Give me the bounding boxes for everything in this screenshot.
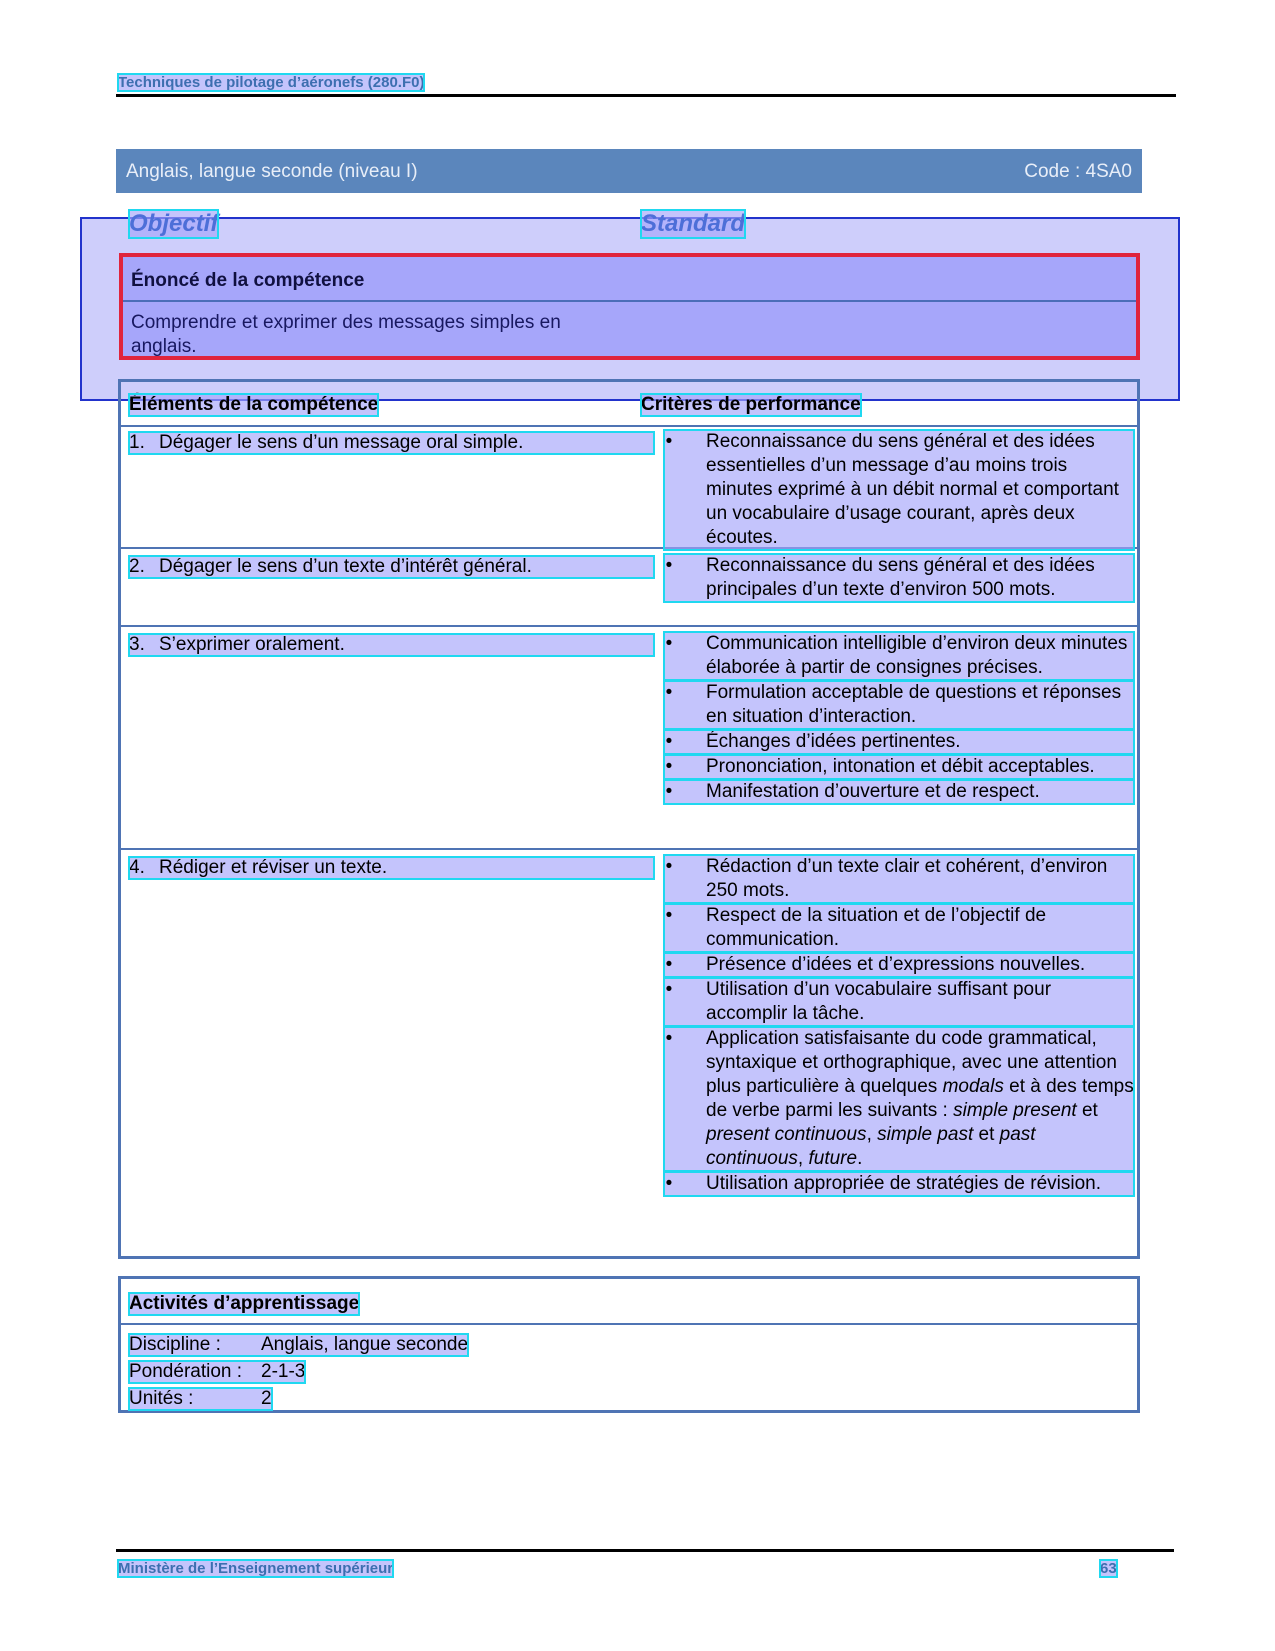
footer-rule: [116, 1549, 1174, 1552]
competence-table: [118, 379, 1140, 1259]
bullet-icon: •: [665, 555, 673, 576]
element-number: 4.: [129, 857, 145, 878]
unites-label: Unités :: [129, 1388, 194, 1409]
bullet-icon: •: [665, 856, 673, 877]
criterion: • Utilisation appropriée de stratégies de révision.: [664, 1172, 1134, 1196]
page-number: 63: [1100, 1560, 1117, 1577]
criterion: • Reconnaissance du sens général et des idées essentielles d’un message d’au moins trois minutes exprimé à un débit normal et comportant un vocabulaire d’usage courant, après deux écoutes.: [664, 430, 1134, 550]
divider: [123, 300, 1136, 302]
bullet-icon: •: [665, 905, 673, 926]
table-row: [121, 425, 1137, 549]
criterion: • Échanges d’idées pertinentes.: [664, 730, 1134, 754]
element-number: 3.: [129, 634, 145, 655]
enonce-text: Comprendre et exprimer des messages simples en anglais.: [131, 312, 561, 357]
column-header-elements: Éléments de la compétence: [129, 394, 379, 415]
discipline-value: Anglais, langue seconde: [261, 1334, 469, 1355]
heading-standard: Standard: [641, 210, 746, 237]
element-text: [129, 634, 654, 656]
criterion: • Respect de la situation et de l’objectif de communication.: [664, 904, 1134, 952]
criterion: • Reconnaissance du sens général et des idées principales d’un texte d’environ 500 mots.: [664, 554, 1134, 602]
criteria-list: [664, 855, 1134, 1197]
element-text: [129, 432, 654, 454]
bullet-icon: •: [665, 731, 673, 752]
element-label: Dégager le sens d’un texte d’intérêt général.: [159, 556, 532, 577]
column-header-criteres: Critères de performance: [641, 394, 861, 415]
unites-row: [129, 1388, 272, 1410]
activites-box: [118, 1276, 1140, 1413]
bullet-icon: •: [665, 954, 673, 975]
element-number: 2.: [129, 556, 145, 577]
criterion: • Rédaction d’un texte clair et cohérent, d’environ 250 mots.: [664, 855, 1134, 903]
bullet-icon: •: [665, 682, 673, 703]
criteria-list: [664, 554, 1134, 603]
table-header: [121, 382, 1137, 427]
course-title: Anglais, langue seconde (niveau I): [126, 161, 418, 182]
bullet-icon: •: [665, 1028, 673, 1049]
bullet-icon: •: [665, 756, 673, 777]
discipline-row: [129, 1334, 468, 1356]
table-row: [121, 549, 1137, 627]
criteria-list: [664, 430, 1134, 551]
table-row: [121, 850, 1137, 1256]
course-bar: [116, 149, 1142, 193]
bullet-icon: •: [665, 633, 673, 654]
enonce-box: [119, 253, 1140, 360]
criterion: • Présence d’idées et d’expressions nouvelles.: [664, 953, 1134, 977]
ponderation-value: 2-1-3: [261, 1361, 306, 1382]
bullet-icon: •: [665, 431, 673, 452]
divider: [121, 1323, 1137, 1325]
criteria-list: [664, 632, 1134, 805]
element-label: S’exprimer oralement.: [159, 634, 345, 655]
ponderation-label: Pondération :: [129, 1361, 243, 1382]
element-number: 1.: [129, 432, 145, 453]
running-header: Techniques de pilotage d’aéronefs (280.F0): [118, 74, 425, 91]
heading-objectif: Objectif: [129, 210, 219, 237]
unites-value: 2: [261, 1388, 272, 1409]
bullet-icon: •: [665, 979, 673, 1000]
discipline-label: Discipline :: [129, 1334, 221, 1355]
bullet-icon: •: [665, 1173, 673, 1194]
element-label: Rédiger et réviser un texte.: [159, 857, 388, 878]
activites-title: Activités d’apprentissage: [129, 1293, 360, 1314]
element-label: Dégager le sens d’un message oral simple.: [159, 432, 524, 453]
criterion: • Formulation acceptable de questions et réponses en situation d’interaction.: [664, 681, 1134, 729]
criterion: • Utilisation d’un vocabulaire suffisant pour accomplir la tâche.: [664, 978, 1134, 1026]
bullet-icon: •: [665, 781, 673, 802]
criterion: • Communication intelligible d’environ deux minutes élaborée à partir de consignes précises.: [664, 632, 1134, 680]
criterion: • Manifestation d’ouverture et de respect.: [664, 780, 1134, 804]
element-text: [129, 556, 654, 578]
enonce-title: Énoncé de la compétence: [131, 270, 365, 291]
table-row: [121, 627, 1137, 850]
element-text: [129, 857, 654, 879]
course-code: Code : 4SA0: [1024, 161, 1132, 182]
criterion-grammar: • Application satisfaisante du code grammatical, syntaxique et orthographique, avec une attention plus particulière à quelques modals et à des temps de verbe parmi les suivants : simple present et present continuous, simple past et past continuous, future.: [665, 1028, 1134, 1169]
ponderation-row: [129, 1361, 305, 1383]
header-rule: [116, 94, 1176, 97]
criterion: • Prononciation, intonation et débit acceptables.: [664, 755, 1134, 779]
footer-ministry: Ministère de l’Enseignement supérieur: [118, 1560, 394, 1577]
